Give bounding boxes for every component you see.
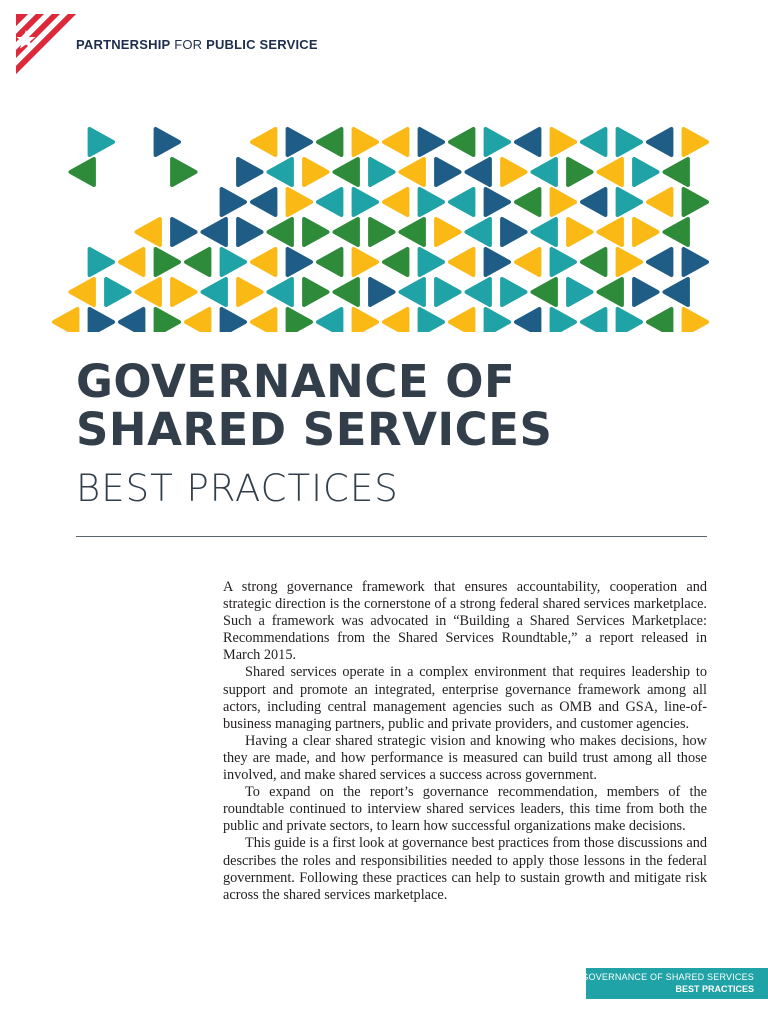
mosaic-triangle (502, 279, 525, 305)
mosaic-triangle (120, 249, 143, 275)
mosaic-triangle (634, 159, 657, 185)
mosaic-triangle (618, 309, 641, 332)
mosaic-triangle (318, 189, 341, 215)
mosaic-triangle (502, 159, 525, 185)
mosaic-triangle (467, 159, 490, 185)
mosaic-triangle (269, 279, 292, 305)
document-subtitle: BEST PRACTICES (76, 467, 399, 510)
mosaic-triangle (354, 189, 377, 215)
mosaic-triangle (269, 159, 292, 185)
mosaic-triangle (516, 249, 539, 275)
mosaic-triangle (401, 219, 424, 245)
org-name-part-1: PARTNERSHIP (76, 37, 171, 52)
flag-star-logo-icon (14, 14, 76, 74)
mosaic-triangle (684, 309, 707, 332)
mosaic-triangle (420, 129, 443, 155)
mosaic-triangle (354, 129, 377, 155)
mosaic-triangle (552, 309, 575, 332)
mosaic-triangle (203, 219, 226, 245)
mosaic-triangle (568, 219, 591, 245)
mosaic-triangle (304, 279, 327, 305)
mosaic-triangle (618, 249, 641, 275)
mosaic-triangle (71, 279, 94, 305)
mosaic-triangle (436, 279, 459, 305)
mosaic-triangle (618, 189, 641, 215)
mosaic-triangle (172, 159, 195, 185)
mosaic-triangle (90, 309, 113, 332)
title-line-1: GOVERNANCE OF (76, 355, 516, 408)
mosaic-triangle (516, 309, 539, 332)
mosaic-triangle (634, 219, 657, 245)
mosaic-triangle (252, 309, 275, 332)
mosaic-triangle (288, 249, 311, 275)
mosaic-triangle (420, 189, 443, 215)
mosaic-triangle (486, 249, 509, 275)
mosaic-triangle (238, 279, 261, 305)
mosaic-triangle (401, 279, 424, 305)
mosaic-triangle (420, 249, 443, 275)
mosaic-triangle (599, 279, 622, 305)
mosaic-triangle (486, 129, 509, 155)
document-title (76, 355, 553, 456)
mosaic-triangle (599, 159, 622, 185)
mosaic-triangle (335, 279, 358, 305)
footer-badge (581, 968, 768, 999)
mosaic-triangle (450, 189, 473, 215)
mosaic-triangle (172, 219, 195, 245)
mosaic-triangle (203, 279, 226, 305)
mosaic-triangle (599, 219, 622, 245)
mosaic-triangle (172, 279, 195, 305)
mosaic-triangle (335, 219, 358, 245)
mosaic-triangle (552, 189, 575, 215)
mosaic-triangle (665, 159, 688, 185)
mosaic-triangle (269, 219, 292, 245)
footer-subtitle: BEST PRACTICES (675, 984, 754, 994)
mosaic-triangle (533, 279, 556, 305)
mosaic-triangle (684, 129, 707, 155)
mosaic-triangle (288, 129, 311, 155)
mosaic-triangle (516, 129, 539, 155)
mosaic-triangle (401, 159, 424, 185)
mosaic-triangle (252, 189, 275, 215)
mosaic-triangle (288, 189, 311, 215)
mosaic-triangle (370, 279, 393, 305)
paragraph: Shared services operate in a complex environment that requires leadership to support and promote an integrated, enterprise governance framework among all actors, including central management agencies such as OMB and GSA, line-of-business managing partners, public and private providers, and customer agencies. (223, 664, 707, 732)
mosaic-triangle (288, 309, 311, 332)
mosaic-triangle (304, 159, 327, 185)
mosaic-triangle (384, 309, 407, 332)
mosaic-triangle (665, 219, 688, 245)
mosaic-triangle (420, 309, 443, 332)
mosaic-triangle (533, 219, 556, 245)
paragraph: Having a clear shared strategic vision and knowing who makes decisions, how they are made, and how performance is measured can build trust among all those involved, and make shared services a success across government. (223, 732, 707, 784)
org-name-part-2: FOR (170, 37, 207, 52)
mosaic-triangle (90, 129, 113, 155)
paragraph: A strong governance framework that ensures accountability, cooperation and strategic direction is the cornerstone of a strong federal shared services marketplace. Such a framework was advocated in “Building a Shared Services Marketplace: Recommendations from the Shared Services Roundtable,” a report released in March 2015. (223, 579, 707, 664)
mosaic-triangle (568, 279, 591, 305)
mosaic-triangle (516, 189, 539, 215)
mosaic-triangle (354, 309, 377, 332)
mosaic-triangle (648, 249, 671, 275)
mosaic-triangle (552, 129, 575, 155)
mosaic-triangle (486, 189, 509, 215)
mosaic-triangle (318, 129, 341, 155)
paragraph: This guide is a first look at governance best practices from those discussions and describes the roles and responsibilities needed to apply those lessons in the federal government. Following these practices can help to sustain growth and mitigate risk across the shared services marketplace. (223, 835, 707, 903)
mosaic-triangle (552, 249, 575, 275)
mosaic-triangle (684, 189, 707, 215)
mosaic-triangle (502, 219, 525, 245)
mosaic-triangle (450, 309, 473, 332)
mosaic-triangle (90, 249, 113, 275)
mosaic-triangle (222, 189, 245, 215)
mosaic-triangle (450, 249, 473, 275)
mosaic-triangle (665, 279, 688, 305)
mosaic-triangle (450, 129, 473, 155)
mosaic-triangle (370, 159, 393, 185)
mosaic-triangle (582, 189, 605, 215)
mosaic-triangle (467, 219, 490, 245)
mosaic-triangle (222, 309, 245, 332)
mosaic-triangle (634, 279, 657, 305)
mosaic-triangle (238, 219, 261, 245)
mosaic-triangle (186, 249, 209, 275)
paragraph: To expand on the report’s governance recommendation, members of the roundtable continued to interview shared services leaders, this time from both the public and private sectors, to learn how successful organizations make decisions. (223, 784, 707, 835)
mosaic-triangle (54, 309, 77, 332)
mosaic-triangle (370, 219, 393, 245)
mosaic-triangle (137, 279, 160, 305)
mosaic-triangle (304, 219, 327, 245)
mosaic-triangle (252, 249, 275, 275)
footer-title: GOVERNANCE OF SHARED SERVICES (581, 972, 754, 982)
mosaic-triangle (436, 219, 459, 245)
mosaic-triangle (384, 129, 407, 155)
mosaic-triangle (120, 309, 143, 332)
mosaic-triangle (436, 159, 459, 185)
mosaic-triangle (186, 309, 209, 332)
mosaic-triangle (335, 159, 358, 185)
mosaic-triangle (137, 219, 160, 245)
mosaic-triangle (252, 129, 275, 155)
mosaic-triangle (582, 129, 605, 155)
mosaic-triangle (318, 309, 341, 332)
mosaic-triangle (156, 309, 179, 332)
mosaic-triangle (486, 309, 509, 332)
mosaic-triangle (384, 189, 407, 215)
divider-rule (76, 536, 707, 537)
mosaic-triangle (684, 249, 707, 275)
triangle-mosaic-pattern (0, 120, 768, 332)
org-name-part-3: PUBLIC SERVICE (206, 37, 318, 52)
mosaic-triangle (533, 159, 556, 185)
mosaic-triangle (582, 309, 605, 332)
mosaic-triangle (384, 249, 407, 275)
mosaic-triangle (467, 279, 490, 305)
mosaic-triangle (648, 129, 671, 155)
mosaic-triangle (582, 249, 605, 275)
mosaic-triangle (238, 159, 261, 185)
organization-name (76, 37, 318, 52)
mosaic-triangle (222, 249, 245, 275)
mosaic-triangle (106, 279, 129, 305)
mosaic-triangle (318, 249, 341, 275)
mosaic-triangle (71, 159, 94, 185)
mosaic-triangle (156, 129, 179, 155)
mosaic-triangle (648, 189, 671, 215)
mosaic-triangle (618, 129, 641, 155)
mosaic-triangle (568, 159, 591, 185)
title-line-2: SHARED SERVICES (76, 403, 553, 456)
mosaic-triangle (648, 309, 671, 332)
body-text (223, 579, 707, 904)
mosaic-triangle (354, 249, 377, 275)
mosaic-triangle (156, 249, 179, 275)
